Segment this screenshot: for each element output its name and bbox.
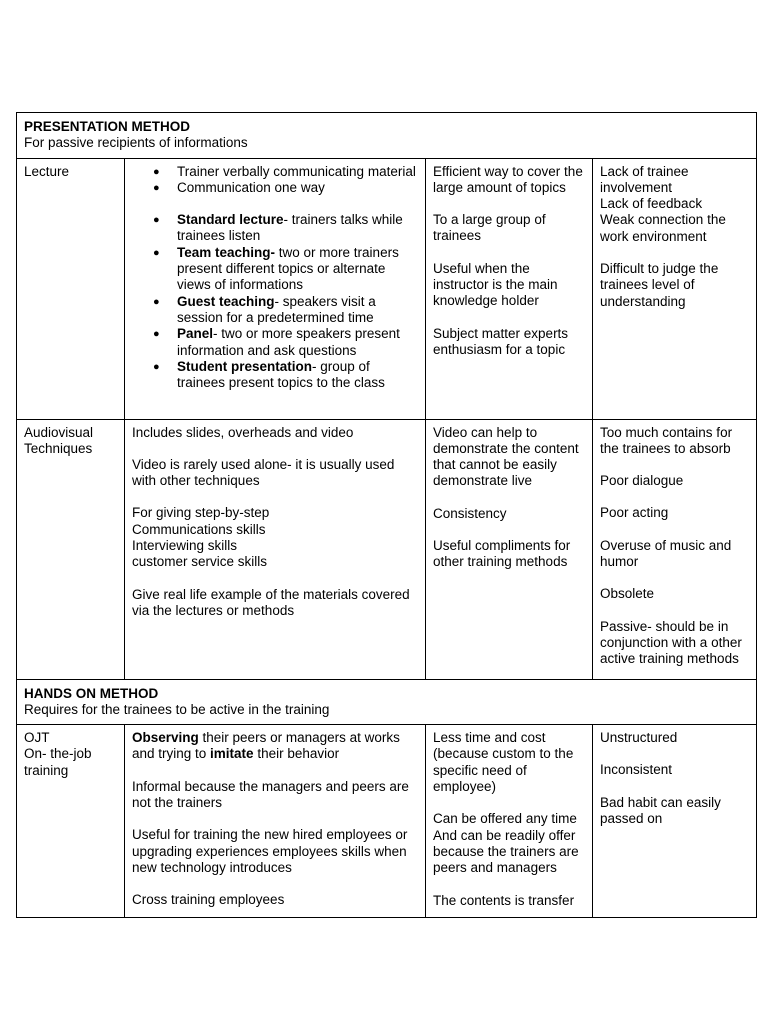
desc-bold: Observing [132, 730, 199, 746]
desc-text: Give real life example of the materials covered via the lectures or methods [132, 586, 410, 618]
disadvantage-text: Too much contains for the trainees to absorb [600, 424, 733, 456]
desc-text: Communications skills [132, 521, 266, 537]
advantage-text: To a large group of trainees [433, 212, 546, 244]
lecture-name-cell [17, 158, 125, 419]
list-item: ● Trainer verbally communicating material [177, 164, 418, 180]
desc-text: For giving step-by-step [132, 505, 270, 521]
disadvantage-text: Poor acting [600, 505, 669, 521]
lecture-name: Lecture [24, 163, 70, 179]
disadvantage-text: Obsolete [600, 586, 655, 602]
hands-on-subtitle: Requires for the trainees to be active in the training [24, 701, 330, 717]
desc-text [132, 730, 418, 763]
advantage-text: Efficient way to cover the large amount of topics [433, 163, 583, 195]
list-item-term: Panel [177, 326, 214, 342]
list-item-text: two or more trainers present different topics or alternate views of informations [177, 244, 399, 293]
audiovisual-row [17, 419, 757, 679]
desc-bold: imitate [210, 746, 254, 762]
audiovisual-advantages-cell [426, 419, 593, 679]
lecture-bullet-list [132, 164, 418, 392]
list-item-text: - group of trainees present topics to the class [177, 358, 385, 391]
disadvantage-text: Poor dialogue [600, 473, 684, 489]
lecture-row [17, 158, 757, 419]
advantage-text: Can be offered any time [433, 811, 577, 827]
desc-text: Cross training employees [132, 892, 285, 908]
presentation-section-row [17, 113, 757, 159]
disadvantage-text: Passive- should be in conjunction with a other active training methods [600, 618, 742, 667]
list-item-term: Standard lecture [177, 212, 284, 228]
disadvantage-text: Inconsistent [600, 762, 673, 778]
advantage-text: Video can help to demonstrate the content that cannot be easily demonstrate live [433, 424, 579, 489]
advantage-text: Subject matter experts enthusiasm for a topic [433, 325, 569, 357]
list-item [177, 212, 418, 245]
list-item [177, 245, 418, 294]
ojt-fullname: On- the-job training [24, 746, 92, 778]
desc-text: Includes slides, overheads and video [132, 424, 354, 440]
lecture-disadvantages-cell [593, 158, 757, 419]
desc-text: Useful for training the new hired employees or upgrading experiences employees skills when new technology introduces [132, 827, 408, 875]
advantage-text: Consistency [433, 505, 507, 521]
advantage-text: Useful compliments for other training methods [433, 538, 571, 570]
list-item [177, 359, 418, 392]
ojt-advantages-cell [426, 725, 593, 918]
disadvantage-text: Bad habit can easily passed on [600, 794, 721, 827]
hands-on-section-row [17, 679, 757, 725]
list-item-text: - two or more speakers present information and ask questions [177, 326, 400, 358]
disadvantage-text: Weak connection the work environment [600, 212, 726, 244]
presentation-subtitle: For passive recipients of informations [24, 135, 248, 151]
desc-span: their behavior [253, 746, 340, 762]
list-item-term: Student presentation [177, 358, 313, 374]
hands-on-title: HANDS ON METHOD [24, 685, 159, 701]
training-methods-table [16, 112, 757, 918]
ojt-desc-cell [125, 725, 426, 918]
audiovisual-name-cell [17, 419, 125, 679]
advantage-text: Useful when the instructor is the main knowledge holder [433, 260, 558, 309]
advantage-text: Less time and cost (because custom to the specific need of employee) [433, 730, 574, 795]
list-item-text: - trainers talks while trainees listen [177, 212, 403, 244]
disadvantage-text: Unstructured [600, 730, 678, 746]
advantage-text: And can be readily offer because the trainers are peers and managers [433, 827, 579, 876]
disadvantage-text: Lack of trainee involvement [600, 163, 689, 195]
disadvantage-text: Overuse of music and humor [600, 537, 732, 570]
ojt-name-cell [17, 725, 125, 918]
lecture-advantages-cell [426, 158, 593, 419]
desc-span: their peers or managers at works and trying to [132, 730, 400, 762]
desc-text: customer service skills [132, 554, 268, 570]
desc-text: Video is rarely used alone- it is usually used with other techniques [132, 456, 395, 489]
audiovisual-disadvantages-cell [593, 419, 757, 679]
hands-on-section-cell [17, 679, 757, 725]
list-item: ● Communication one way [177, 180, 418, 196]
presentation-section-cell [17, 113, 757, 159]
ojt-row [17, 725, 757, 918]
desc-text: Informal because the managers and peers are not the trainers [132, 778, 409, 811]
disadvantage-text: Difficult to judge the trainees level of understanding [600, 261, 719, 309]
list-item [177, 294, 418, 327]
presentation-title: PRESENTATION METHOD [24, 119, 191, 134]
audiovisual-desc-cell [125, 419, 426, 679]
list-item-term: Guest teaching [177, 293, 275, 309]
list-item [177, 326, 418, 359]
desc-text: Interviewing skills [132, 538, 238, 554]
advantage-text: The contents is transfer [433, 892, 575, 908]
lecture-desc-cell [125, 158, 426, 419]
disadvantage-text: Lack of feedback [600, 196, 703, 212]
list-item-term: Team teaching- [177, 244, 276, 260]
list-item-text: - speakers visit a session for a predetermined time [177, 293, 376, 325]
audiovisual-name: Audiovisual Techniques [24, 424, 94, 456]
ojt-disadvantages-cell [593, 725, 757, 918]
ojt-name: OJT [24, 730, 50, 746]
